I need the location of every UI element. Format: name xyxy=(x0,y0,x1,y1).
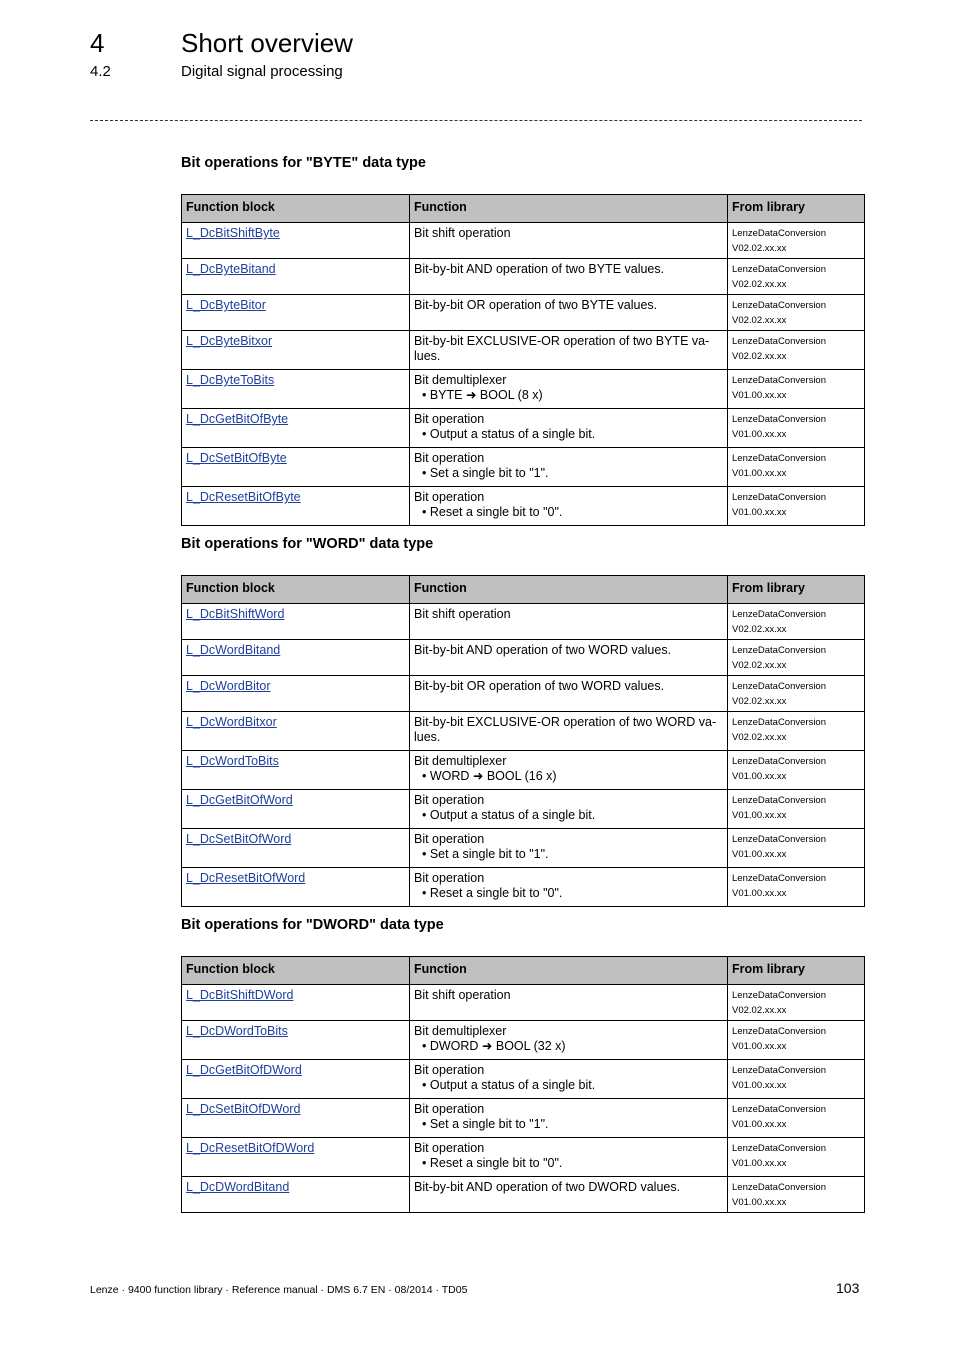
library-name: LenzeDataConversion xyxy=(732,834,827,845)
chapter-number: 4 xyxy=(90,28,105,58)
function-cell xyxy=(410,751,728,790)
library-version: V01.00.xx.xx xyxy=(732,810,787,821)
function-block-link[interactable]: L_DcGetBitOfWord xyxy=(186,793,293,807)
library-cell xyxy=(728,448,865,487)
library-version: V01.00.xx.xx xyxy=(732,468,787,479)
library-name: LenzeDataConversion xyxy=(732,645,827,656)
library-version: V01.00.xx.xx xyxy=(732,771,787,782)
function-block-link[interactable]: L_DcBitShiftWord xyxy=(186,607,285,621)
library-cell xyxy=(728,604,865,640)
function-block-link[interactable]: L_DcWordBitxor xyxy=(186,715,277,729)
library-cell xyxy=(728,487,865,526)
library-name: LenzeDataConversion xyxy=(732,1182,827,1193)
function-block-link[interactable]: L_DcByteBitxor xyxy=(186,334,273,348)
function-text: Bit operation xyxy=(414,1141,485,1155)
function-cell xyxy=(410,1177,728,1213)
library-name: LenzeDataConversion xyxy=(732,228,827,239)
function-block-link[interactable]: L_DcByteToBits xyxy=(186,373,275,387)
library-name: LenzeDataConversion xyxy=(732,1104,827,1115)
function-cell xyxy=(410,676,728,712)
function-block-link[interactable]: L_DcSetBitOfByte xyxy=(186,451,287,465)
function-block-cell xyxy=(182,1138,410,1177)
library-version: V01.00.xx.xx xyxy=(732,1080,787,1091)
function-block-link[interactable]: L_DcBitShiftByte xyxy=(186,226,280,240)
library-name: LenzeDataConversion xyxy=(732,1026,827,1037)
library-cell xyxy=(728,370,865,409)
table-row xyxy=(182,1060,865,1099)
function-bullet: • DWORD ➜ BOOL (32 x) xyxy=(422,1039,566,1053)
library-cell xyxy=(728,259,865,295)
function-cell xyxy=(410,487,728,526)
table-row xyxy=(182,712,865,751)
column-header-library: From library xyxy=(728,195,865,223)
column-header-function: Function xyxy=(410,957,728,985)
library-cell xyxy=(728,751,865,790)
library-version: V01.00.xx.xx xyxy=(732,429,787,440)
function-text: Bit operation xyxy=(414,832,485,846)
chapter-title: Short overview xyxy=(181,28,353,58)
function-block-link[interactable]: L_DcBitShiftDWord xyxy=(186,988,294,1002)
function-text: Bit shift operation xyxy=(414,226,511,240)
library-cell xyxy=(728,985,865,1021)
function-block-link[interactable]: L_DcWordBitor xyxy=(186,679,271,693)
library-cell xyxy=(728,1177,865,1213)
function-bullet: • Reset a single bit to "0". xyxy=(422,505,563,519)
function-bullet: • WORD ➜ BOOL (16 x) xyxy=(422,769,557,783)
function-cell xyxy=(410,640,728,676)
library-name: LenzeDataConversion xyxy=(732,336,827,347)
table-row xyxy=(182,790,865,829)
function-block-cell xyxy=(182,676,410,712)
function-cell xyxy=(410,331,728,370)
function-block-cell xyxy=(182,1060,410,1099)
function-text: Bit operation xyxy=(414,451,485,465)
function-bullet: • Set a single bit to "1". xyxy=(422,466,549,480)
library-name: LenzeDataConversion xyxy=(732,795,827,806)
table-row xyxy=(182,259,865,295)
library-cell xyxy=(728,712,865,751)
library-version: V02.02.xx.xx xyxy=(732,1005,787,1016)
library-version: V02.02.xx.xx xyxy=(732,624,787,635)
function-cell xyxy=(410,1021,728,1060)
library-name: LenzeDataConversion xyxy=(732,375,827,386)
function-text: Bit-by-bit AND operation of two WORD values. xyxy=(414,643,672,657)
table-header-row xyxy=(182,195,865,223)
function-text: Bit operation xyxy=(414,490,485,504)
header-dashed-rule xyxy=(90,112,862,126)
library-cell xyxy=(728,295,865,331)
function-text: Bit shift operation xyxy=(414,988,511,1002)
function-cell xyxy=(410,448,728,487)
function-block-link[interactable]: L_DcResetBitOfWord xyxy=(186,871,306,885)
table-row xyxy=(182,370,865,409)
library-cell xyxy=(728,409,865,448)
function-text: Bit operation xyxy=(414,871,485,885)
library-name: LenzeDataConversion xyxy=(732,414,827,425)
library-name: LenzeDataConversion xyxy=(732,681,827,692)
library-cell xyxy=(728,1138,865,1177)
function-block-cell xyxy=(182,223,410,259)
function-block-link[interactable]: L_DcResetBitOfDWord xyxy=(186,1141,315,1155)
table-row xyxy=(182,640,865,676)
function-text-continued: lues. xyxy=(414,730,441,744)
function-block-link[interactable]: L_DcGetBitOfByte xyxy=(186,412,289,426)
function-bullet: • Reset a single bit to "0". xyxy=(422,1156,563,1170)
function-block-cell xyxy=(182,1099,410,1138)
function-bullet: • Reset a single bit to "0". xyxy=(422,886,563,900)
function-text: Bit-by-bit EXCLUSIVE-OR operation of two BYTE va- xyxy=(414,334,710,348)
function-cell xyxy=(410,1138,728,1177)
library-version: V01.00.xx.xx xyxy=(732,507,787,518)
library-version: V01.00.xx.xx xyxy=(732,1119,787,1130)
library-name: LenzeDataConversion xyxy=(732,756,827,767)
library-cell xyxy=(728,223,865,259)
library-name: LenzeDataConversion xyxy=(732,264,827,275)
function-block-cell xyxy=(182,448,410,487)
library-version: V01.00.xx.xx xyxy=(732,1197,787,1208)
library-version: V02.02.xx.xx xyxy=(732,243,787,254)
function-text: Bit-by-bit AND operation of two BYTE values. xyxy=(414,262,665,276)
function-cell xyxy=(410,1060,728,1099)
column-header-function: Function xyxy=(410,576,728,604)
table-row xyxy=(182,1138,865,1177)
table-row xyxy=(182,331,865,370)
library-name: LenzeDataConversion xyxy=(732,990,827,1001)
library-name: LenzeDataConversion xyxy=(732,300,827,311)
function-block-cell xyxy=(182,295,410,331)
table-row xyxy=(182,223,865,259)
library-cell xyxy=(728,790,865,829)
function-bullet: • Output a status of a single bit. xyxy=(422,1078,596,1092)
function-text: Bit-by-bit OR operation of two BYTE values. xyxy=(414,298,658,312)
function-block-link[interactable]: L_DcSetBitOfDWord xyxy=(186,1102,301,1116)
function-bullet: • Set a single bit to "1". xyxy=(422,847,549,861)
library-cell xyxy=(728,868,865,907)
function-block-cell xyxy=(182,259,410,295)
function-block-cell xyxy=(182,370,410,409)
function-text: Bit demultiplexer xyxy=(414,1024,507,1038)
function-cell xyxy=(410,790,728,829)
function-block-cell xyxy=(182,487,410,526)
function-text: Bit operation xyxy=(414,412,485,426)
library-cell xyxy=(728,331,865,370)
section-number: 4.2 xyxy=(90,63,111,80)
function-cell xyxy=(410,223,728,259)
library-version: V02.02.xx.xx xyxy=(732,660,787,671)
function-block-cell xyxy=(182,790,410,829)
dword-heading: Bit operations for "DWORD" data type xyxy=(181,917,444,933)
function-text-continued: lues. xyxy=(414,349,441,363)
library-version: V01.00.xx.xx xyxy=(732,390,787,401)
function-text: Bit demultiplexer xyxy=(414,373,507,387)
function-bullet: • Set a single bit to "1". xyxy=(422,1117,549,1131)
function-block-cell xyxy=(182,331,410,370)
library-version: V02.02.xx.xx xyxy=(732,351,787,362)
function-block-cell xyxy=(182,1021,410,1060)
library-version: V01.00.xx.xx xyxy=(732,849,787,860)
function-cell xyxy=(410,370,728,409)
byte-table xyxy=(181,194,865,526)
column-header-library: From library xyxy=(728,576,865,604)
library-cell xyxy=(728,1099,865,1138)
library-version: V02.02.xx.xx xyxy=(732,279,787,290)
function-cell xyxy=(410,1099,728,1138)
table-row xyxy=(182,829,865,868)
library-name: LenzeDataConversion xyxy=(732,453,827,464)
function-block-cell xyxy=(182,409,410,448)
function-block-cell xyxy=(182,985,410,1021)
library-name: LenzeDataConversion xyxy=(732,873,827,884)
column-header-block: Function block xyxy=(182,576,410,604)
function-block-cell xyxy=(182,751,410,790)
table-row xyxy=(182,448,865,487)
function-cell xyxy=(410,868,728,907)
page-number: 103 xyxy=(836,1280,860,1296)
table-row xyxy=(182,409,865,448)
function-text: Bit operation xyxy=(414,1102,485,1116)
function-cell xyxy=(410,259,728,295)
function-bullet: • Output a status of a single bit. xyxy=(422,427,596,441)
function-block-link[interactable]: L_DcByteBitor xyxy=(186,298,266,312)
function-cell xyxy=(410,604,728,640)
table-header-row xyxy=(182,576,865,604)
function-text: Bit operation xyxy=(414,793,485,807)
library-version: V01.00.xx.xx xyxy=(732,1158,787,1169)
function-block-link[interactable]: L_DcWordToBits xyxy=(186,754,279,768)
word-heading: Bit operations for "WORD" data type xyxy=(181,536,434,552)
library-name: LenzeDataConversion xyxy=(732,1143,827,1154)
function-block-link[interactable]: L_DcSetBitOfWord xyxy=(186,832,292,846)
function-text: Bit-by-bit OR operation of two WORD values. xyxy=(414,679,665,693)
function-text: Bit-by-bit EXCLUSIVE-OR operation of two WORD va- xyxy=(414,715,717,729)
column-header-block: Function block xyxy=(182,195,410,223)
table-row xyxy=(182,676,865,712)
column-header-block: Function block xyxy=(182,957,410,985)
library-version: V02.02.xx.xx xyxy=(732,696,787,707)
library-version: V01.00.xx.xx xyxy=(732,1041,787,1052)
word-table xyxy=(181,575,865,907)
library-cell xyxy=(728,1021,865,1060)
library-name: LenzeDataConversion xyxy=(732,609,827,620)
function-block-link[interactable]: L_DcDWordBitand xyxy=(186,1180,290,1194)
function-cell xyxy=(410,712,728,751)
function-block-link[interactable]: L_DcDWordToBits xyxy=(186,1024,288,1038)
library-version: V01.00.xx.xx xyxy=(732,888,787,899)
footer-text: Lenze · 9400 function library · Reference manual · DMS 6.7 EN · 08/2014 · TD05 xyxy=(90,1284,468,1296)
function-block-cell xyxy=(182,604,410,640)
table-row xyxy=(182,1021,865,1060)
function-cell xyxy=(410,829,728,868)
function-block-link[interactable]: L_DcGetBitOfDWord xyxy=(186,1063,302,1077)
table-row xyxy=(182,1099,865,1138)
library-cell xyxy=(728,829,865,868)
function-text: Bit shift operation xyxy=(414,607,511,621)
dword-table xyxy=(181,956,865,1213)
function-bullet: • BYTE ➜ BOOL (8 x) xyxy=(422,388,543,402)
function-block-link[interactable]: L_DcResetBitOfByte xyxy=(186,490,301,504)
table-row xyxy=(182,604,865,640)
library-version: V02.02.xx.xx xyxy=(732,315,787,326)
function-block-link[interactable]: L_DcByteBitand xyxy=(186,262,276,276)
function-block-cell xyxy=(182,829,410,868)
library-cell xyxy=(728,1060,865,1099)
table-row xyxy=(182,985,865,1021)
table-row xyxy=(182,868,865,907)
function-block-link[interactable]: L_DcWordBitand xyxy=(186,643,281,657)
function-cell xyxy=(410,985,728,1021)
function-block-cell xyxy=(182,640,410,676)
library-name: LenzeDataConversion xyxy=(732,1065,827,1076)
function-block-cell xyxy=(182,1177,410,1213)
byte-heading: Bit operations for "BYTE" data type xyxy=(181,155,426,171)
function-cell xyxy=(410,295,728,331)
column-header-function: Function xyxy=(410,195,728,223)
function-text: Bit operation xyxy=(414,1063,485,1077)
function-cell xyxy=(410,409,728,448)
function-block-cell xyxy=(182,712,410,751)
library-version: V02.02.xx.xx xyxy=(732,732,787,743)
table-row xyxy=(182,751,865,790)
function-bullet: • Output a status of a single bit. xyxy=(422,808,596,822)
column-header-library: From library xyxy=(728,957,865,985)
library-cell xyxy=(728,676,865,712)
table-row xyxy=(182,487,865,526)
function-text: Bit-by-bit AND operation of two DWORD values. xyxy=(414,1180,681,1194)
function-block-cell xyxy=(182,868,410,907)
library-name: LenzeDataConversion xyxy=(732,717,827,728)
library-name: LenzeDataConversion xyxy=(732,492,827,503)
table-header-row xyxy=(182,957,865,985)
table-row xyxy=(182,295,865,331)
section-title: Digital signal processing xyxy=(181,63,343,80)
table-row xyxy=(182,1177,865,1213)
function-text: Bit demultiplexer xyxy=(414,754,507,768)
library-cell xyxy=(728,640,865,676)
